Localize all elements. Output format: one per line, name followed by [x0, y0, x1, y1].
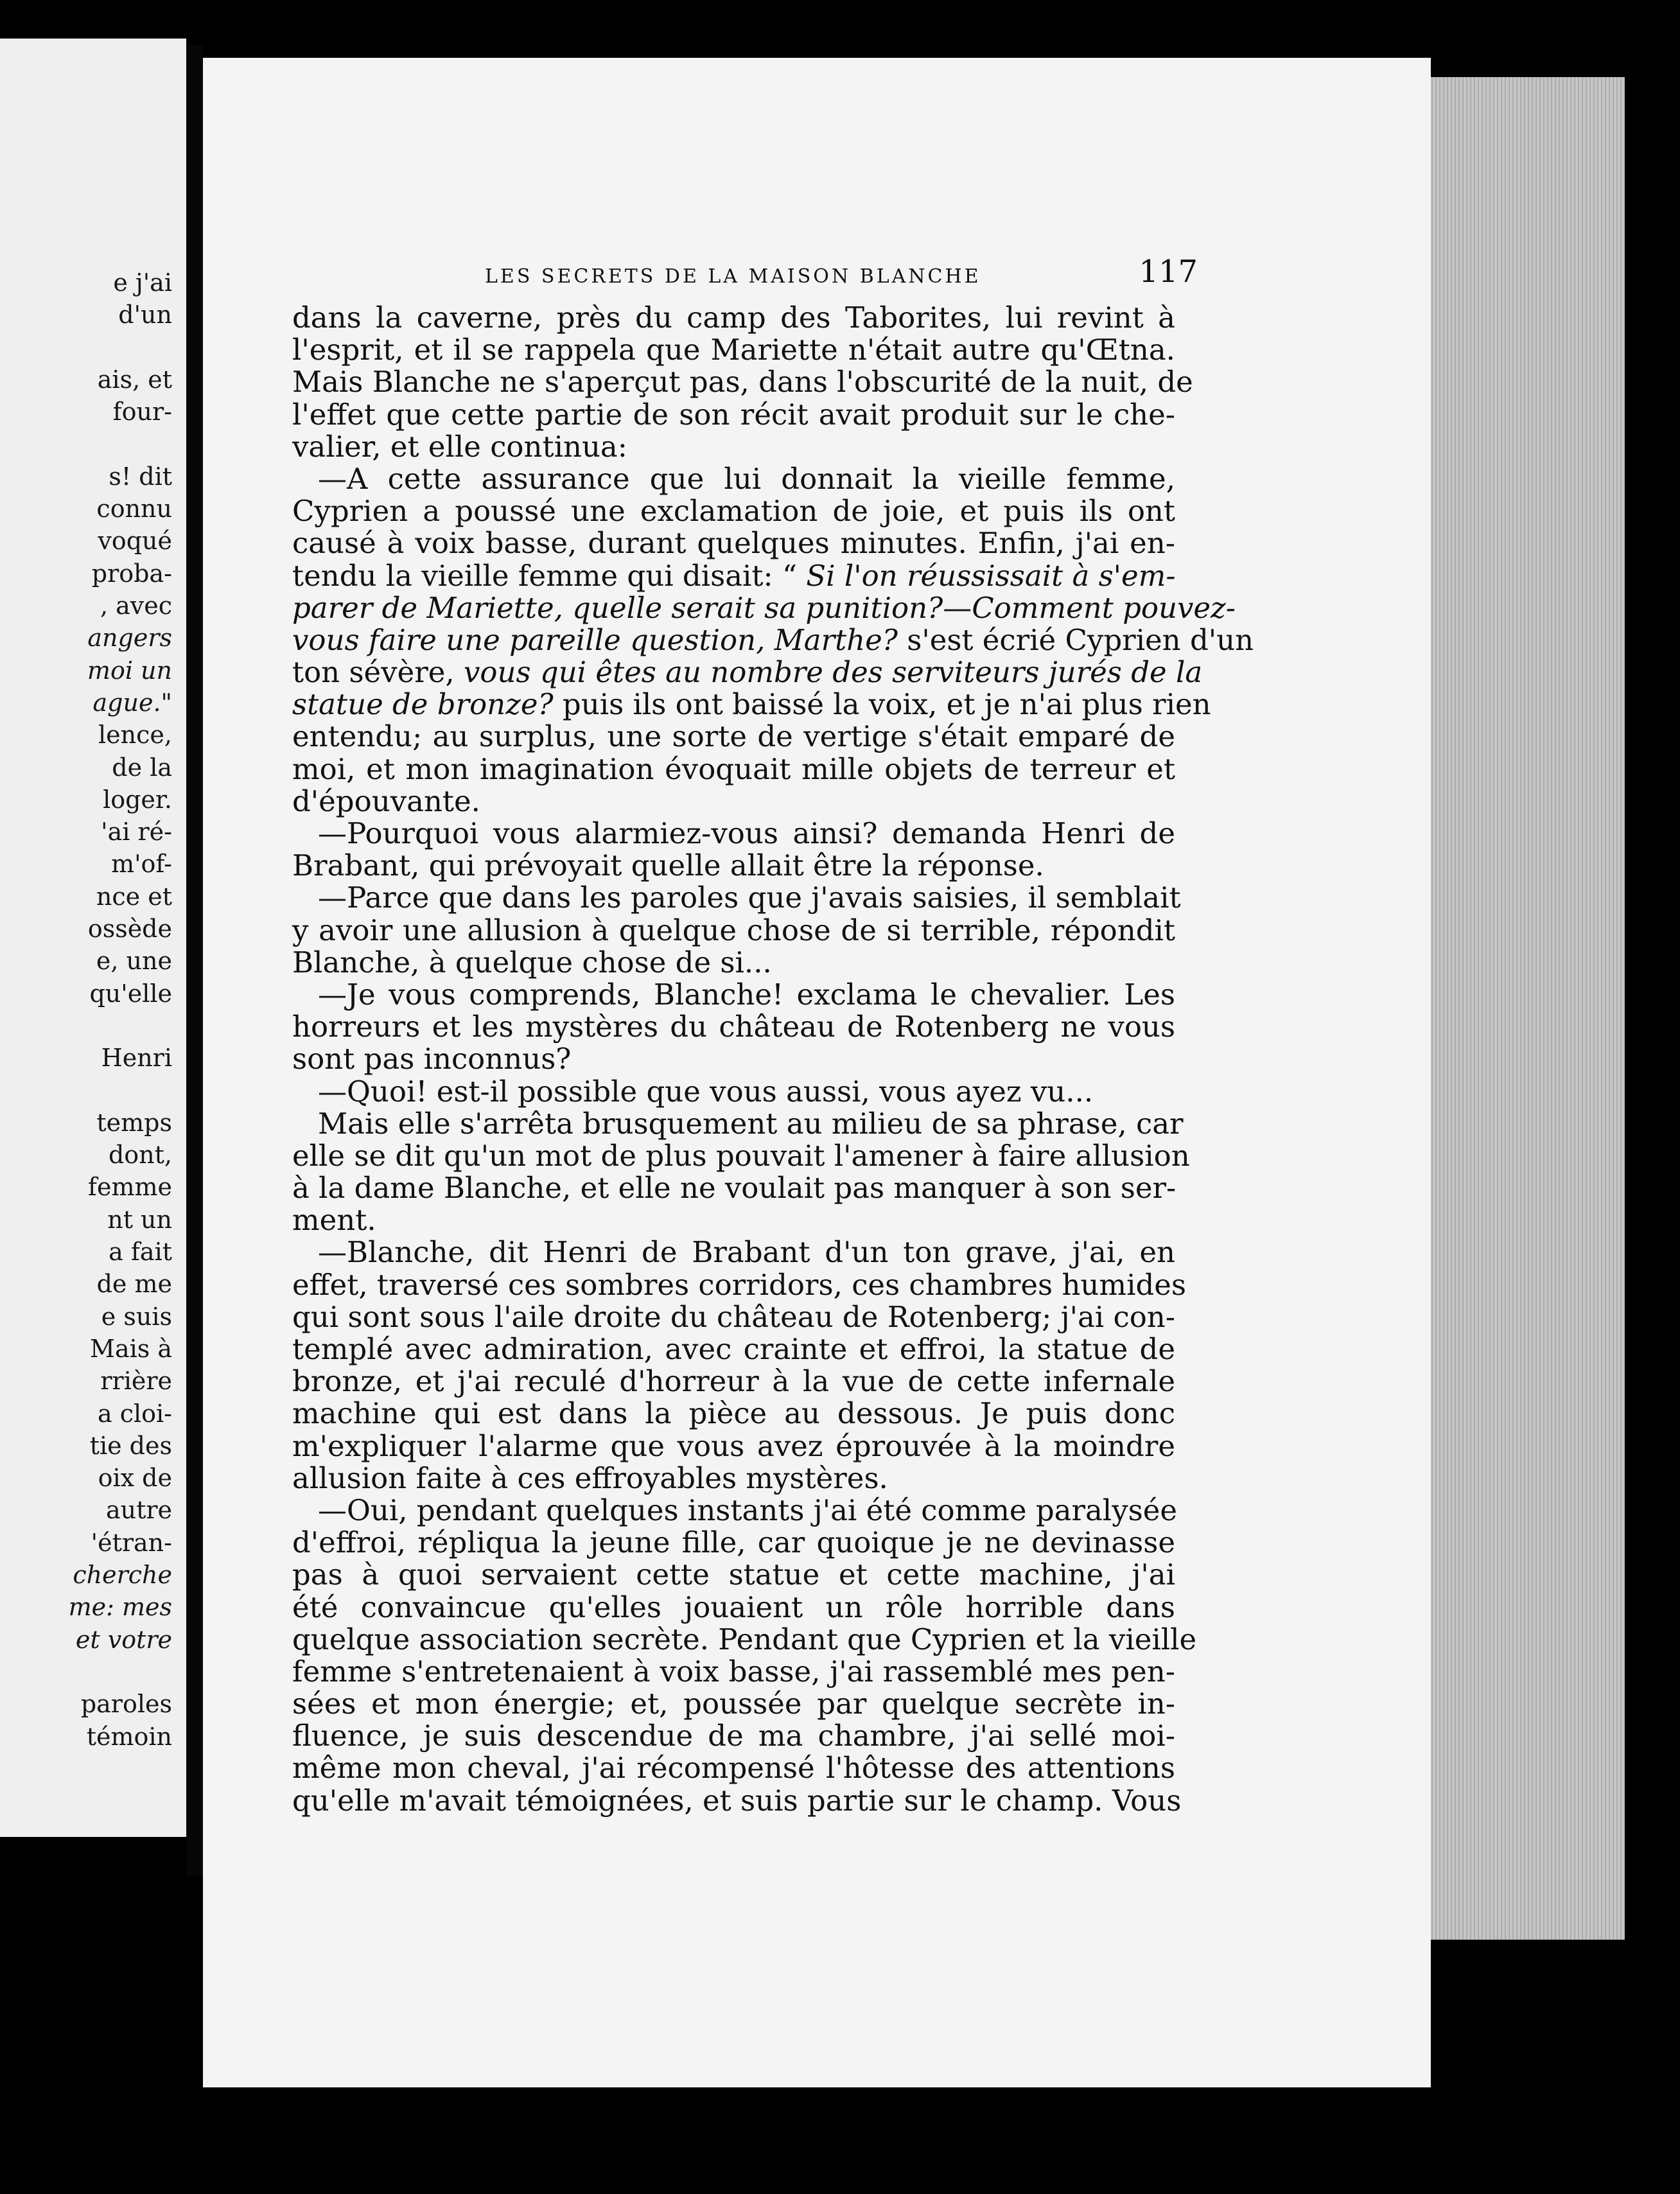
text-line: parer de Mariette, quelle serait sa punition?—Comment pouvez- — [292, 590, 1236, 625]
text-line: pas à quoi servaient cette statue et cette machine, j'ai — [292, 1558, 1175, 1592]
left-page-line: ais, et — [97, 365, 172, 394]
left-page-line: et votre — [75, 1625, 172, 1654]
text-line: femme s'entretenaient à voix basse, j'ai rassemblé mes pen- — [292, 1654, 1175, 1689]
text-line: à la dame Blanche, et elle ne voulait pas manquer à son ser- — [292, 1171, 1177, 1206]
text-line: moi, et mon imagination évoquait mille objets de terreur et — [292, 751, 1175, 786]
left-page-line: me: mes — [68, 1593, 172, 1622]
text-line: vous faire une pareille question, Marthe? s'est écrié Cyprien d'un — [292, 622, 1254, 657]
left-page-line: m'of- — [111, 850, 172, 879]
previous-page-strip — [0, 39, 186, 1837]
text-line: —Oui, pendant quelques instants j'ai été comme paralysée — [318, 1493, 1177, 1527]
text-line: ton sévère, vous qui êtes au nombre des serviteurs jurés de la — [292, 655, 1203, 690]
text-line: —Je vous comprends, Blanche! exclama le chevalier. Les — [318, 977, 1175, 1012]
text-line: quelque association secrète. Pendant que Cyprien et la vieille — [292, 1622, 1197, 1656]
text-line: tendu la vieille femme qui disait: “ Si l'on réussissait à s'em- — [292, 558, 1176, 593]
text-line: statue de bronze? puis ils ont baissé la voix, et je n'ai plus rien — [292, 687, 1211, 722]
text-line: allusion faite à ces effroyables mystères. — [292, 1461, 888, 1495]
left-page-line: tie des — [89, 1431, 172, 1460]
left-page-line: e suis — [101, 1302, 172, 1331]
text-line: sont pas inconnus? — [292, 1042, 572, 1076]
text-line: effet, traversé ces sombres corridors, ces chambres humides — [292, 1267, 1187, 1302]
left-page-line: 'étran- — [91, 1528, 172, 1557]
text-line: l'esprit, et il se rappela que Mariette n'était autre qu'Œtna. — [292, 333, 1175, 367]
left-page-line: nt un — [107, 1205, 172, 1234]
left-page-line: proba- — [91, 559, 172, 588]
left-page-line: , avec — [100, 592, 172, 620]
text-line: qui sont sous l'aile droite du château de Rotenberg; j'ai con- — [292, 1299, 1175, 1334]
text-line: été convaincue qu'elles jouaient un rôle horrible dans — [292, 1590, 1175, 1624]
page-number: 117 — [1139, 254, 1198, 290]
text-line: templé avec admiration, avec crainte et effroi, la statue de — [292, 1332, 1175, 1366]
left-page-line: ossède — [87, 915, 172, 943]
left-page-line: témoin — [86, 1722, 172, 1751]
text-line: Brabant, qui prévoyait quelle allait être la réponse. — [292, 848, 1044, 883]
text-line: qu'elle m'avait témoignées, et suis partie sur le champ. Vous — [292, 1783, 1182, 1818]
text-line: —Blanche, dit Henri de Brabant d'un ton grave, j'ai, en — [318, 1235, 1175, 1270]
left-page-line: nce et — [96, 882, 172, 911]
left-page-line: qu'elle — [89, 979, 172, 1008]
left-page-line: voqué — [98, 527, 172, 556]
left-page-line: lence, — [98, 721, 172, 750]
left-page-line: oix de — [98, 1464, 172, 1493]
text-line: m'expliquer l'alarme que vous avez éprouvée à la moindre — [292, 1428, 1175, 1463]
left-page-line: autre — [105, 1496, 172, 1525]
text-line: sées et mon énergie; et, poussée par quelque secrète in- — [292, 1687, 1175, 1721]
left-page-line: e, une — [96, 947, 172, 976]
text-line: horreurs et les mystères du château de Rotenberg ne vous — [292, 1010, 1175, 1044]
left-page-line: temps — [96, 1108, 172, 1137]
left-page-line: 'ai ré- — [101, 818, 172, 847]
left-page-line: moi un — [87, 656, 172, 685]
left-page-line: paroles — [80, 1690, 172, 1719]
text-line: y avoir une allusion à quelque chose de si terrible, répondit — [292, 913, 1175, 947]
left-page-line: Mais à — [90, 1334, 172, 1363]
left-page-line: ague." — [92, 688, 172, 717]
text-line: Mais Blanche ne s'aperçut pas, dans l'obscurité de la nuit, de — [292, 365, 1193, 399]
book-page-edges — [1419, 77, 1625, 1940]
text-line: Cyprien a poussé une exclamation de joie, et puis ils ont — [292, 494, 1175, 529]
text-line: d'effroi, répliqua la jeune fille, car quoique je ne devinasse — [292, 1525, 1175, 1560]
left-page-line: de me — [96, 1270, 172, 1299]
left-page-line: s! dit — [109, 462, 172, 491]
left-page-line: angers — [87, 624, 172, 653]
text-line: valier, et elle continua: — [292, 429, 627, 464]
left-page-line: e j'ai — [113, 268, 172, 297]
text-line: fluence, je suis descendue de ma chambre, j'ai sellé moi- — [292, 1719, 1175, 1753]
left-page-line: femme — [87, 1173, 172, 1202]
left-page-line: de la — [112, 753, 172, 782]
left-page-line: d'un — [118, 301, 172, 329]
left-page-line: rrière — [100, 1367, 172, 1396]
page-body-text — [292, 301, 1254, 1818]
text-line: même mon cheval, j'ai récompensé l'hôtesse des attentions — [292, 1751, 1175, 1786]
text-line: ment. — [292, 1203, 376, 1238]
text-line: d'épouvante. — [292, 784, 480, 818]
text-line: —Quoi! est-il possible que vous aussi, vous ayez vu... — [318, 1074, 1094, 1109]
left-page-line: four- — [112, 398, 172, 426]
text-line: entendu; au surplus, une sorte de vertige s'était emparé de — [292, 719, 1175, 754]
text-line: —Pourquoi vous alarmiez-vous ainsi? demanda Henri de — [318, 816, 1175, 850]
left-page-line: loger. — [103, 785, 172, 814]
text-line: —Parce que dans les paroles que j'avais saisies, il semblait — [318, 881, 1181, 915]
left-page-line: dont, — [108, 1141, 172, 1170]
text-line: Blanche, à quelque chose de si... — [292, 945, 772, 979]
text-line: machine qui est dans la pièce au dessous. Je puis donc — [292, 1396, 1175, 1431]
text-line: causé à voix basse, durant quelques minutes. Enfin, j'ai en- — [292, 526, 1175, 561]
text-line: bronze, et j'ai reculé d'horreur à la vue de cette infernale — [292, 1364, 1175, 1399]
book-gutter — [186, 45, 203, 1875]
left-page-line: a cloi- — [97, 1399, 172, 1428]
running-head-title: LES SECRETS DE LA MAISON BLANCHE — [485, 265, 981, 288]
text-line: l'effet que cette partie de son récit avait produit sur le che- — [292, 397, 1175, 432]
text-line: dans la caverne, près du camp des Taborites, lui revint à — [292, 301, 1175, 335]
text-line: Mais elle s'arrêta brusquement au milieu de sa phrase, car — [318, 1106, 1184, 1141]
text-line: elle se dit qu'un mot de plus pouvait l'amener à faire allusion — [292, 1138, 1190, 1173]
left-page-line: Henri — [101, 1044, 172, 1073]
text-line: —A cette assurance que lui donnait la vieille femme, — [318, 461, 1175, 496]
left-page-line: connu — [96, 495, 172, 523]
left-page-line: a fait — [109, 1238, 172, 1266]
left-page-line: cherche — [73, 1561, 172, 1589]
